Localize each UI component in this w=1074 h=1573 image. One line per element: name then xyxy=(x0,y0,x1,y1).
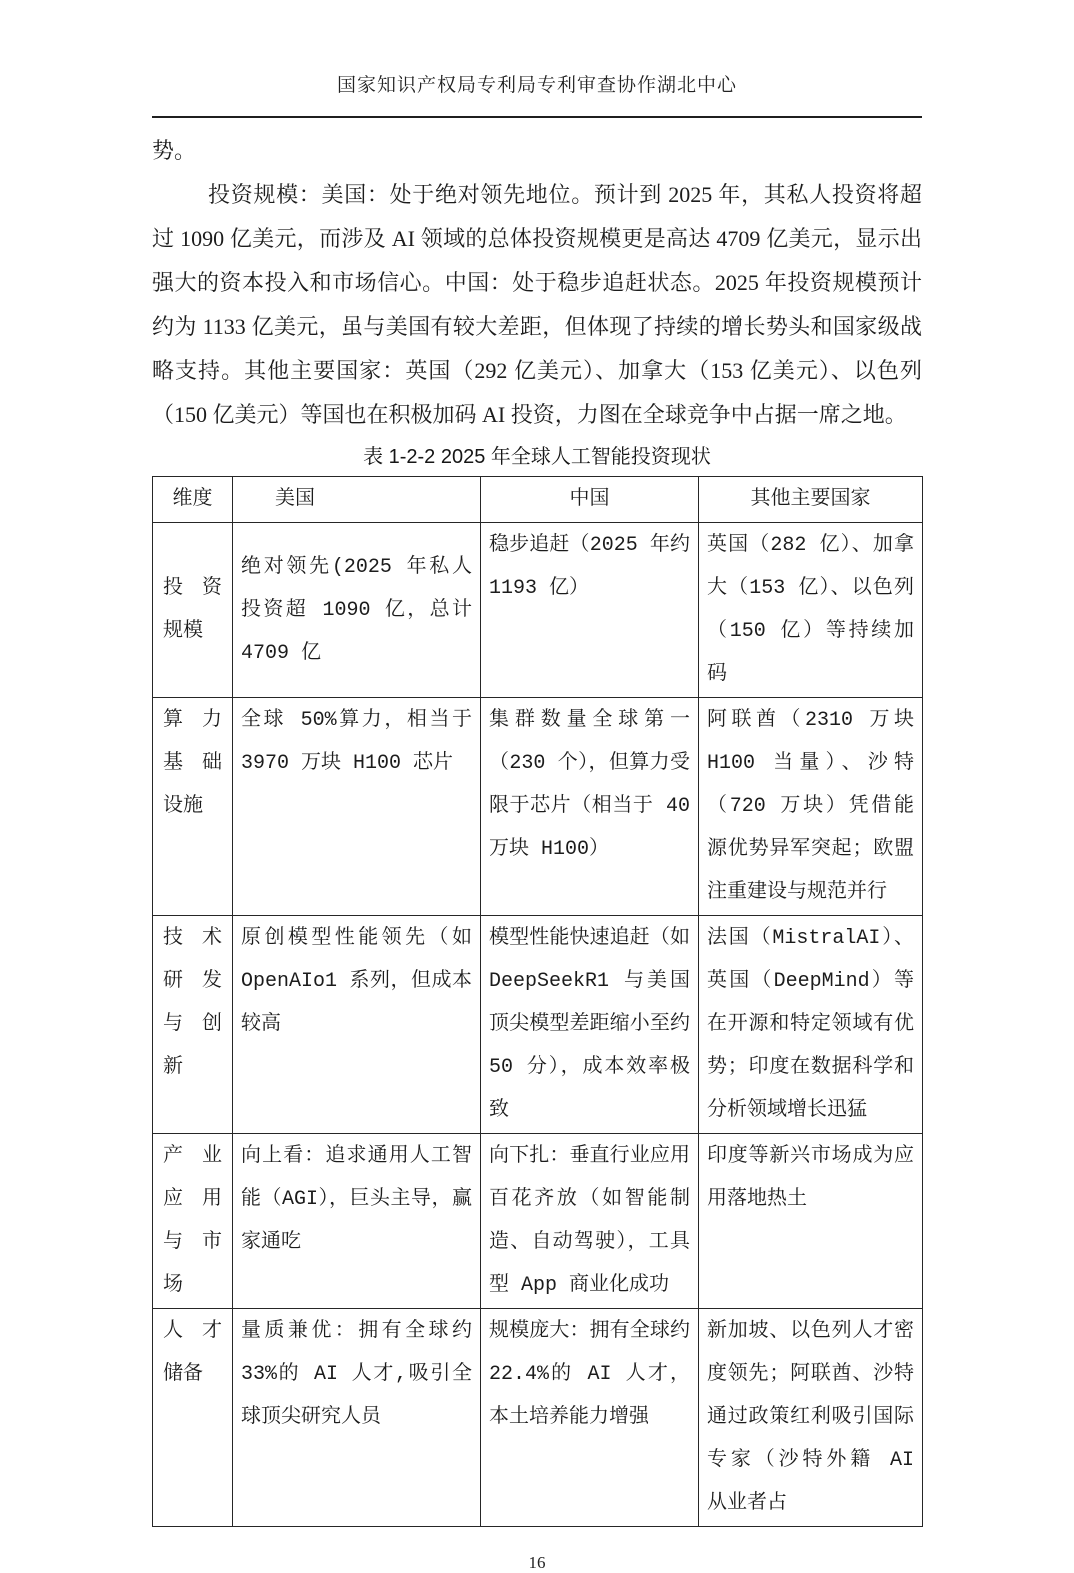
paragraph-continuation: 势。 xyxy=(152,138,197,163)
cell-dimension: 人才储备 xyxy=(153,1309,233,1527)
table-caption: 表 1-2-2 2025 年全球人工智能投资现状 xyxy=(363,446,711,468)
table-row-rnd-innovation xyxy=(153,916,923,1134)
cell-others: 新加坡、以色列人才密度领先；阿联酋、沙特通过政策红利吸引国际专家（沙特外籍 AI 从业者占 xyxy=(699,1309,923,1527)
cell-china: 向下扎：垂直行业应用百花齐放（如智能制造、自动驾驶），工具型 App 商业化成功 xyxy=(481,1134,699,1309)
cell-dimension: 产业应用与市场 xyxy=(153,1134,233,1309)
page-number: 16 xyxy=(528,1553,546,1572)
cell-dimension: 算力基础设施 xyxy=(153,698,233,916)
cell-us: 量质兼优：拥有全球约 33%的 AI 人才,吸引全球顶尖研究人员 xyxy=(233,1309,481,1527)
cell-others: 英国（282 亿）、加拿大（153 亿）、以色列（150 亿）等持续加码 xyxy=(699,523,923,698)
column-header-others: 其他主要国家 xyxy=(699,477,923,523)
page-content xyxy=(152,0,922,1573)
cell-us: 全球 50%算力，相当于 3970 万块 H100 芯片 xyxy=(233,698,481,916)
cell-china: 模型性能快速追赶（如 DeepSeekR1 与美国顶尖模型差距缩小至约 50 分），成本效率极致 xyxy=(481,916,699,1134)
cell-china: 稳步追赶（2025 年约 1193 亿） xyxy=(481,523,699,698)
cell-us: 绝对领先(2025 年私人投资超 1090 亿，总计 4709 亿 xyxy=(233,523,481,698)
table-row-compute-infrastructure xyxy=(153,698,923,916)
cell-china: 集群数量全球第一（230 个），但算力受限于芯片（相当于 40 万块 H100） xyxy=(481,698,699,916)
body-paragraph: 投资规模：美国：处于绝对领先地位。预计到 2025 年，其私人投资将超过 1090 亿美元，而涉及 AI 领域的总体投资规模更是高达 4709 亿美元，显示出强大的资本投入和市场信心。中国：处于稳步追赶状态。2025 年投资规模预计约为 1133 亿美元，虽与美国有较大差距，但体现了持续的增长势头和国家级战略支持。其他主要国家：英国（292 亿美元）、加拿大（153 亿美元）、以色列（150 亿美元）等国也在积极加码 AI 投资，力图在全球竞争中占据一席之地。 xyxy=(152,182,922,427)
cell-us: 原创模型性能领先（如 OpenAIo1 系列，但成本较高 xyxy=(233,916,481,1134)
header-divider xyxy=(152,116,922,118)
investment-table xyxy=(152,476,923,1527)
cell-others: 印度等新兴市场成为应用落地热土 xyxy=(699,1134,923,1309)
column-header-us: 美国 xyxy=(233,477,481,523)
cell-others: 法国（MistralAI）、英国（DeepMind）等在开源和特定领域有优势；印度在数据科学和分析领域增长迅猛 xyxy=(699,916,923,1134)
document-header: 国家知识产权局专利局专利审查协作湖北中心 xyxy=(336,75,737,96)
cell-dimension: 投资规模 xyxy=(153,523,233,698)
table-row-investment-scale xyxy=(153,523,923,698)
column-header-dimension: 维度 xyxy=(153,477,233,523)
cell-us: 向上看：追求通用人工智能（AGI），巨头主导，赢家通吃 xyxy=(233,1134,481,1309)
table-row-talent-pool xyxy=(153,1309,923,1527)
table-header-row xyxy=(153,477,923,523)
column-header-china: 中国 xyxy=(481,477,699,523)
cell-dimension: 技术研发与创新 xyxy=(153,916,233,1134)
table-row-industry-application xyxy=(153,1134,923,1309)
cell-china: 规模庞大：拥有全球约 22.4%的 AI 人才，本土培养能力增强 xyxy=(481,1309,699,1527)
cell-others: 阿联酋（2310 万块 H100 当量）、沙特（720 万块）凭借能源优势异军突起；欧盟注重建设与规范并行 xyxy=(699,698,923,916)
